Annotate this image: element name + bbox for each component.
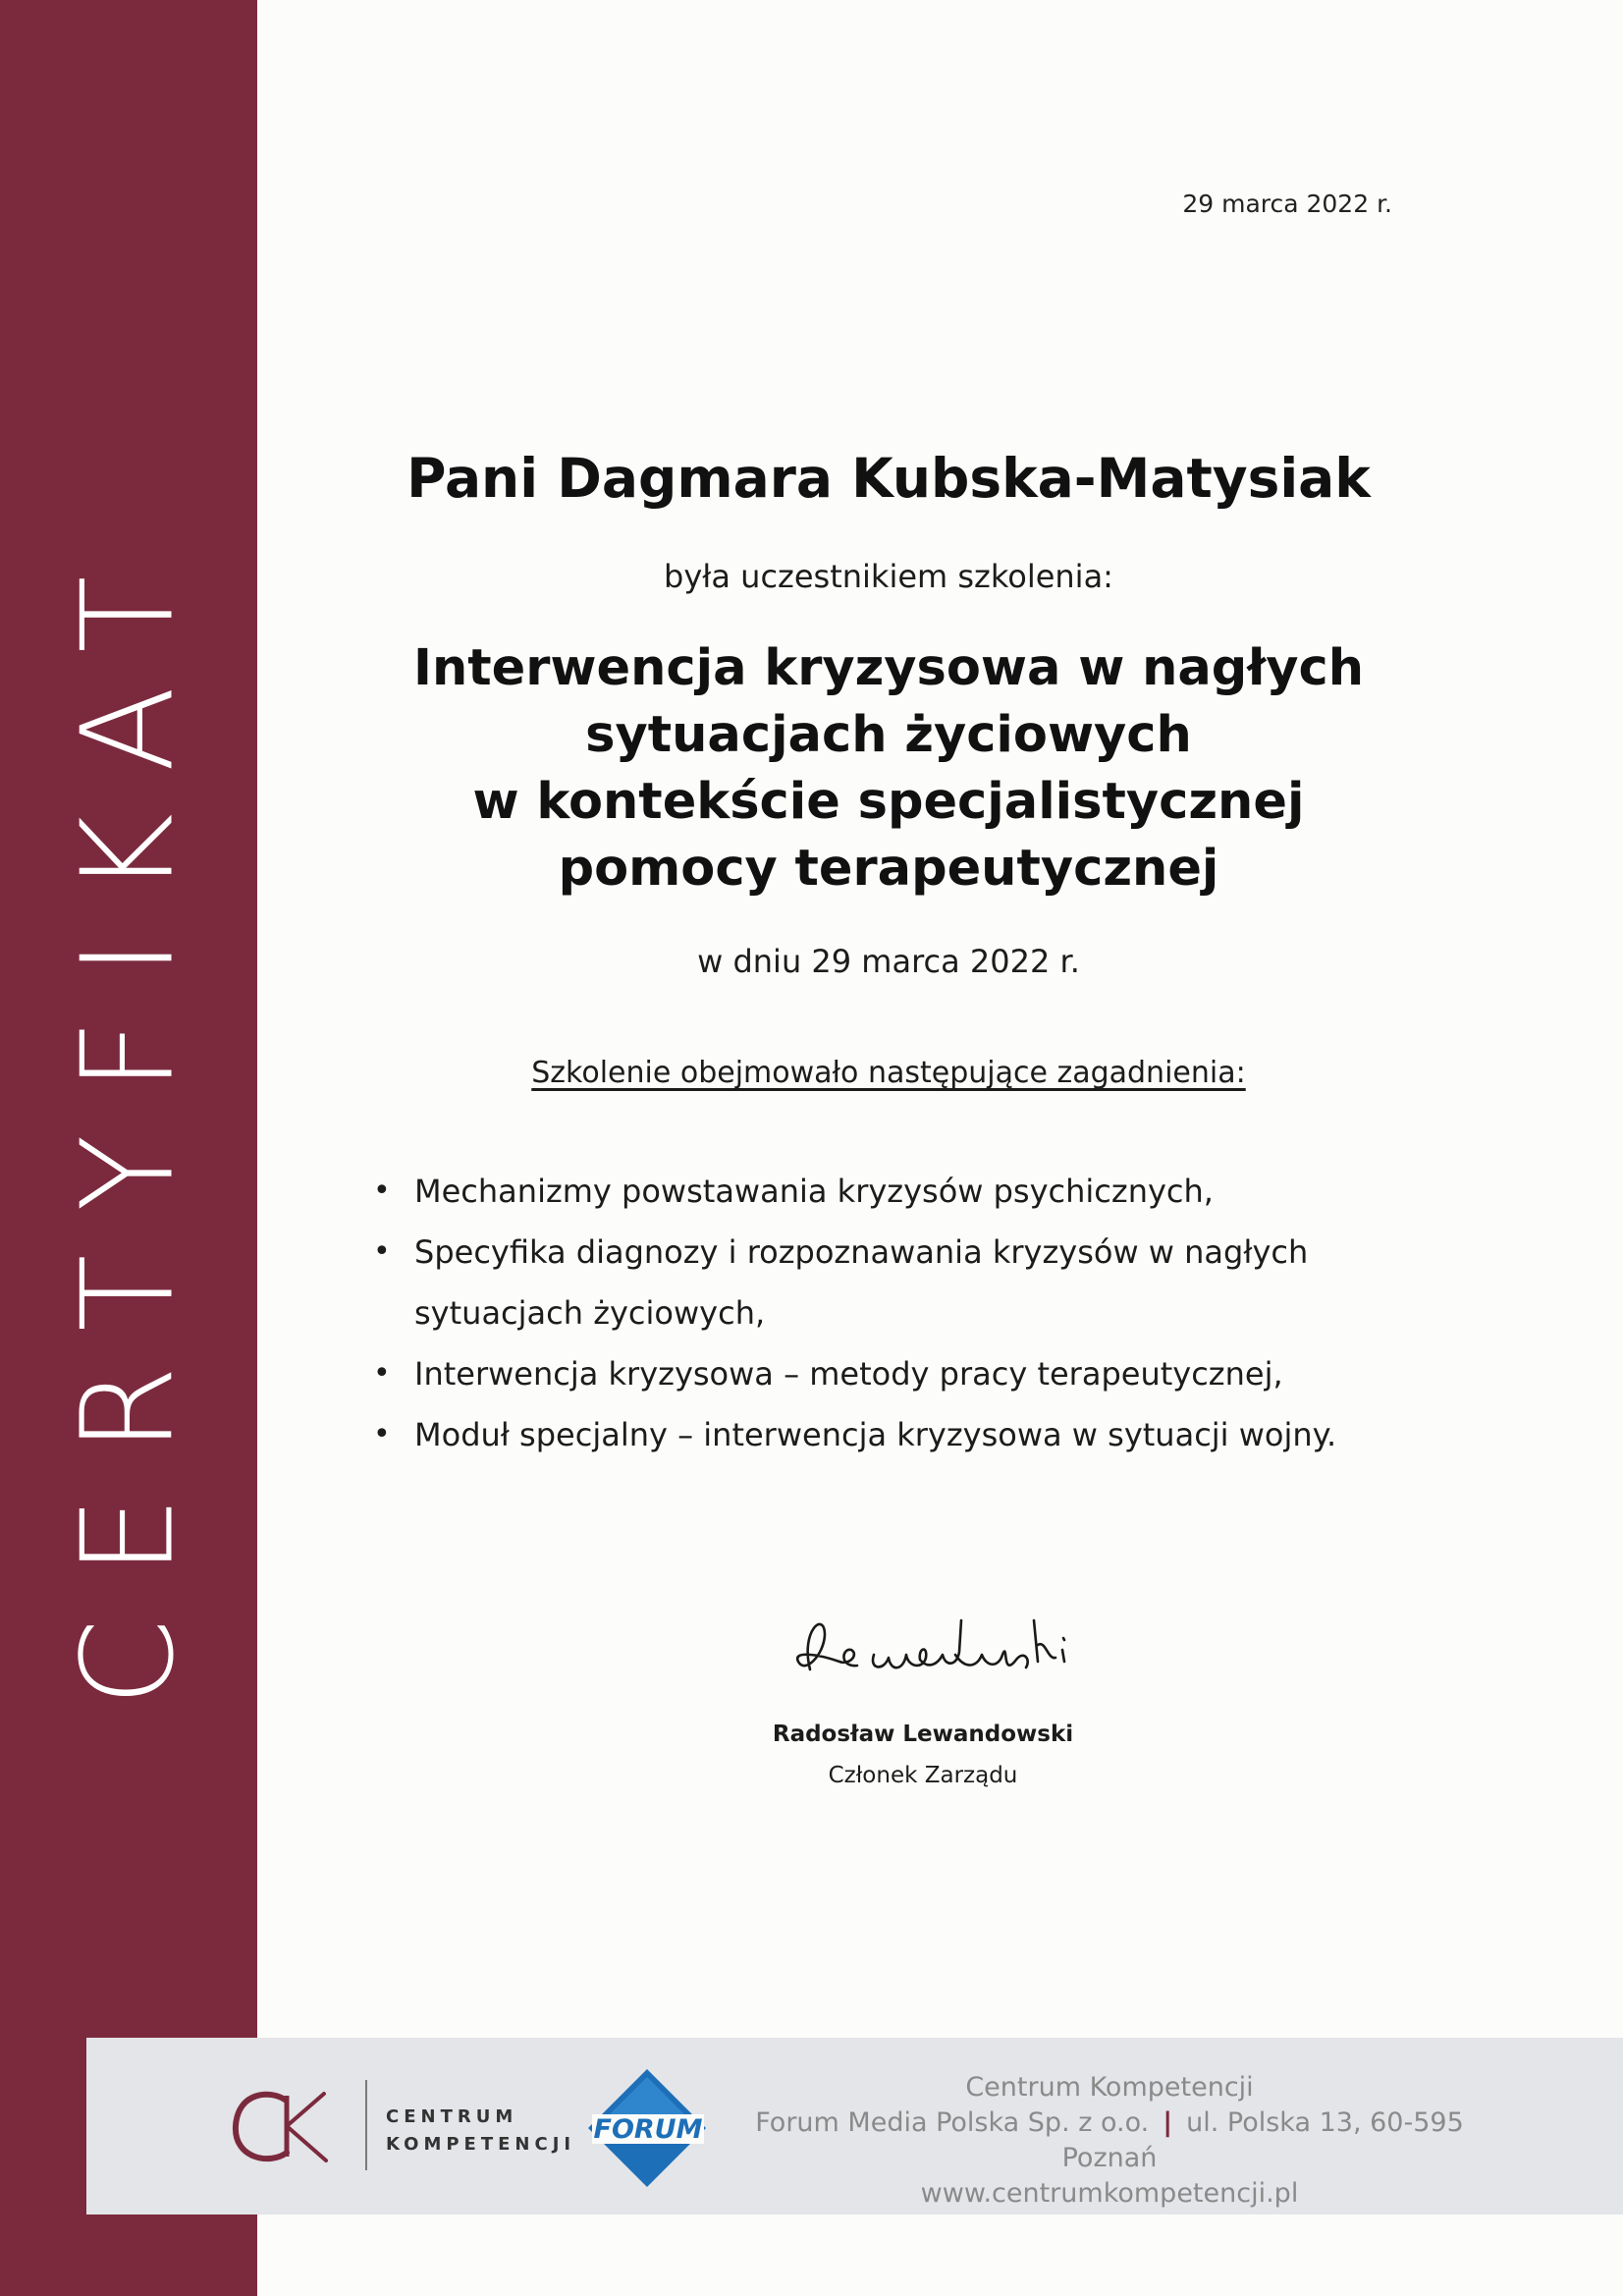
ck-wordmark: CENTRUM KOMPETENCJI bbox=[386, 2106, 576, 2155]
topic-item: • Mechanizmy powstawania kryzysów psychicznych, bbox=[373, 1161, 1414, 1222]
course-title bbox=[324, 635, 1453, 902]
course-date: w dniu 29 marca 2022 r. bbox=[697, 943, 1080, 980]
topic-item: • Interwencja kryzysowa – metody pracy terapeutycznej, bbox=[373, 1343, 1414, 1404]
course-title-line: Interwencja kryzysowa w nagłych bbox=[412, 639, 1365, 697]
issue-date: 29 marca 2022 r. bbox=[1182, 190, 1392, 218]
topics-list bbox=[373, 1161, 1414, 1465]
participation-text: była uczestnikiem szkolenia: bbox=[664, 558, 1113, 595]
company-legal-address bbox=[746, 2105, 1473, 2176]
svg-text:FORUM: FORUM bbox=[593, 2114, 703, 2145]
course-title-line: pomocy terapeutycznej bbox=[558, 840, 1219, 898]
sidebar-band bbox=[0, 0, 257, 2296]
logo-divider bbox=[365, 2080, 367, 2170]
forum-logo-icon bbox=[586, 2067, 709, 2190]
company-url: www.centrumkompetencji.pl bbox=[920, 2178, 1299, 2209]
company-name: Centrum Kompetencji bbox=[965, 2072, 1254, 2103]
ck-logo-icon bbox=[226, 2082, 334, 2170]
separator: | bbox=[1163, 2107, 1173, 2138]
topics-heading: Szkolenie obejmowało następujące zagadnienia: bbox=[531, 1056, 1246, 1090]
certificate-vertical-title: CERTYFIKAT bbox=[55, 532, 202, 1707]
signer-role: Członek Zarządu bbox=[828, 1763, 1018, 1788]
course-title-line: w kontekście specjalistycznej bbox=[472, 773, 1305, 831]
company-legal: Forum Media Polska Sp. z o.o. bbox=[755, 2107, 1150, 2138]
course-title-line: sytuacjach życiowych bbox=[585, 706, 1192, 764]
company-info bbox=[746, 2070, 1473, 2212]
topic-item: • Moduł specjalny – interwencja kryzysowa w sytuacji wojny. bbox=[373, 1404, 1414, 1465]
company-address: ul. Polska 13, 60-595 Poznań bbox=[1061, 2107, 1464, 2173]
handwritten-signature bbox=[781, 1601, 1075, 1689]
recipient-name: Pani Dagmara Kubska-Matysiak bbox=[406, 447, 1371, 510]
topic-item: • Specyfika diagnozy i rozpoznawania kryzysów w nagłych sytuacjach życiowych, bbox=[373, 1222, 1414, 1343]
signer-name: Radosław Lewandowski bbox=[772, 1722, 1074, 1747]
sidebar-bottom-strip bbox=[0, 2214, 257, 2296]
